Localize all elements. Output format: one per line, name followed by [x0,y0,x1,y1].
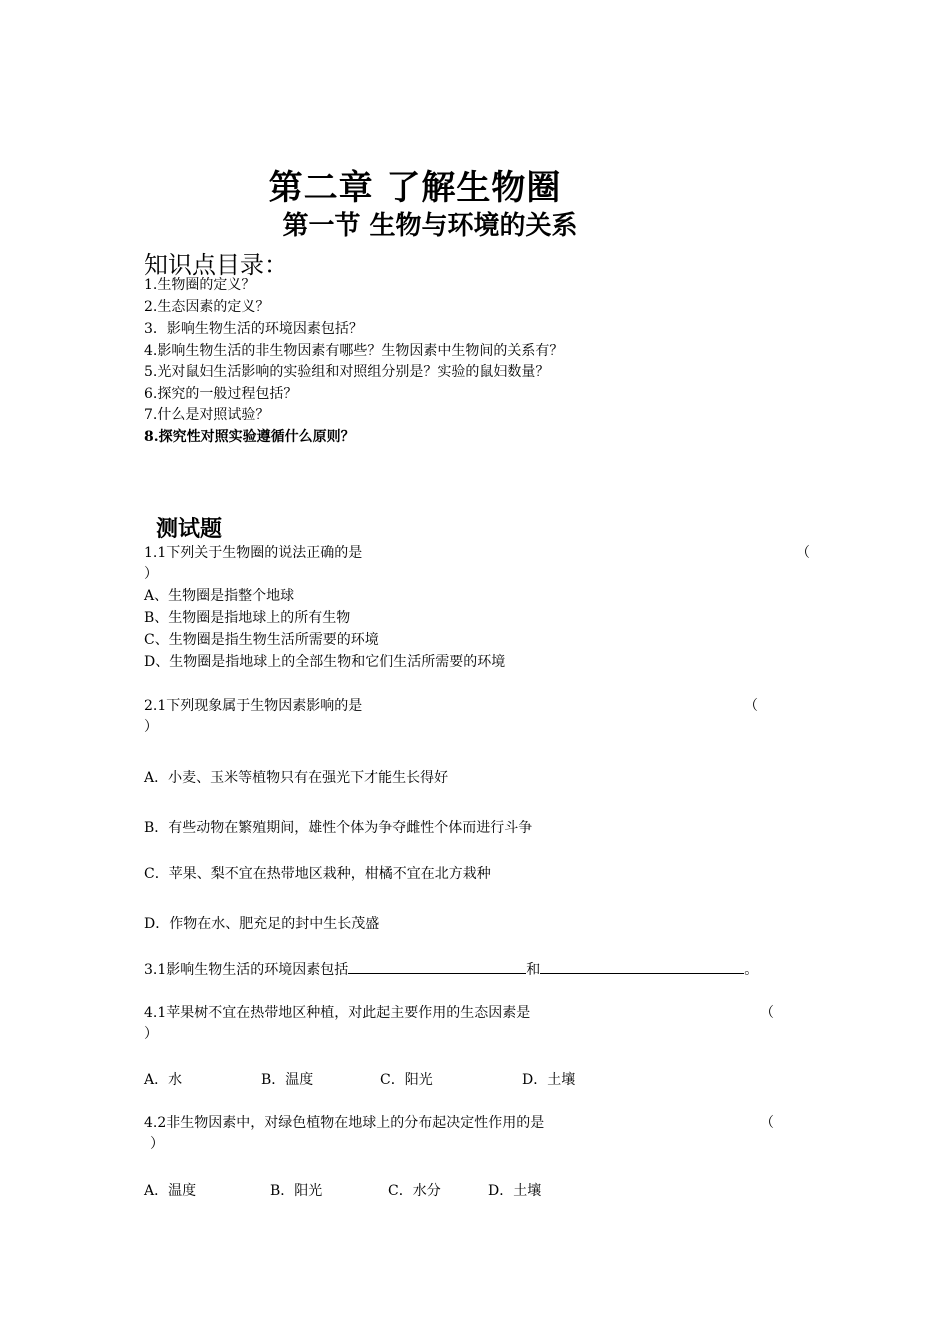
option-item: A．水 [144,1072,183,1088]
option-item: B、生物圈是指地球上的所有生物 [144,610,351,626]
answer-paren-open: （ [760,1115,774,1131]
option-item: D．土壤 [488,1183,542,1199]
toc-item: 8.探究性对照实验遵循什么原则？ [144,429,355,445]
option-item: C、生物圈是指生物生活所需要的环境 [144,632,379,648]
question-4-2-stem: 4.2非生物因素中，对绿色植物在地球上的分布起决定性作用的是 [144,1115,545,1131]
option-item: B．有些动物在繁殖期间，雄性个体为争夺雌性个体而进行斗争 [144,820,533,836]
option-item: A．温度 [144,1183,197,1199]
sentence-end: 。 [744,962,759,978]
option-item: A．小麦、玉米等植物只有在强光下才能生长得好 [144,770,449,786]
question-1-1-stem: 1.1下列关于生物圈的说法正确的是 [144,545,363,561]
toc-item: 3．影响生物生活的环境因素包括？ [144,321,363,337]
option-item: C．苹果、梨不宜在热带地区栽种，柑橘不宜在北方栽种 [144,866,491,882]
answer-blank-2[interactable] [540,959,744,974]
toc-item: 5.光对鼠妇生活影响的实验组和对照组分别是？实验的鼠妇数量？ [144,364,550,380]
option-item: D．土壤 [522,1072,576,1088]
answer-paren-open: （ [796,545,810,561]
blank-connector: 和 [526,962,541,978]
question-4-1-stem: 4.1苹果树不宜在热带地区种植，对此起主要作用的生态因素是 [144,1005,531,1021]
toc-item: 1.生物圈的定义？ [144,277,256,293]
answer-paren-open: （ [760,1005,774,1021]
answer-blank-1[interactable] [348,959,526,974]
toc-item: 2.生态因素的定义？ [144,299,270,315]
option-item: A、生物圈是指整个地球 [144,588,295,604]
toc-item: 6.探究的一般过程包括？ [144,386,298,402]
answer-paren-close: ） [144,1026,158,1042]
option-item: D．作物在水、肥充足的封中生长茂盛 [144,916,380,932]
question-3-1 [144,959,758,980]
option-item: C．阳光 [380,1072,433,1088]
question-2-1-stem: 2.1下列现象属于生物因素影响的是 [144,698,363,714]
chapter-title: 第二章 了解生物圈 [268,168,562,208]
option-item: B．阳光 [270,1183,323,1199]
answer-paren-close: ） [150,1136,164,1152]
option-item: D、生物圈是指地球上的全部生物和它们生活所需要的环境 [144,654,506,670]
toc-heading: 知识点目录： [144,251,288,279]
answer-paren-open: （ [744,698,758,714]
toc-item: 4.影响生物生活的非生物因素有哪些？生物因素中生物间的关系有？ [144,343,564,359]
question-3-1-stem: 3.1影响生物生活的环境因素包括 [144,962,349,978]
test-heading: 测试题 [156,516,223,542]
answer-paren-close: ） [144,566,158,582]
answer-paren-close: ） [144,719,158,735]
toc-item: 7.什么是对照试验？ [144,407,270,423]
option-item: B．温度 [261,1072,314,1088]
option-item: C．水分 [388,1183,441,1199]
section-title: 第一节 生物与环境的关系 [282,211,578,241]
